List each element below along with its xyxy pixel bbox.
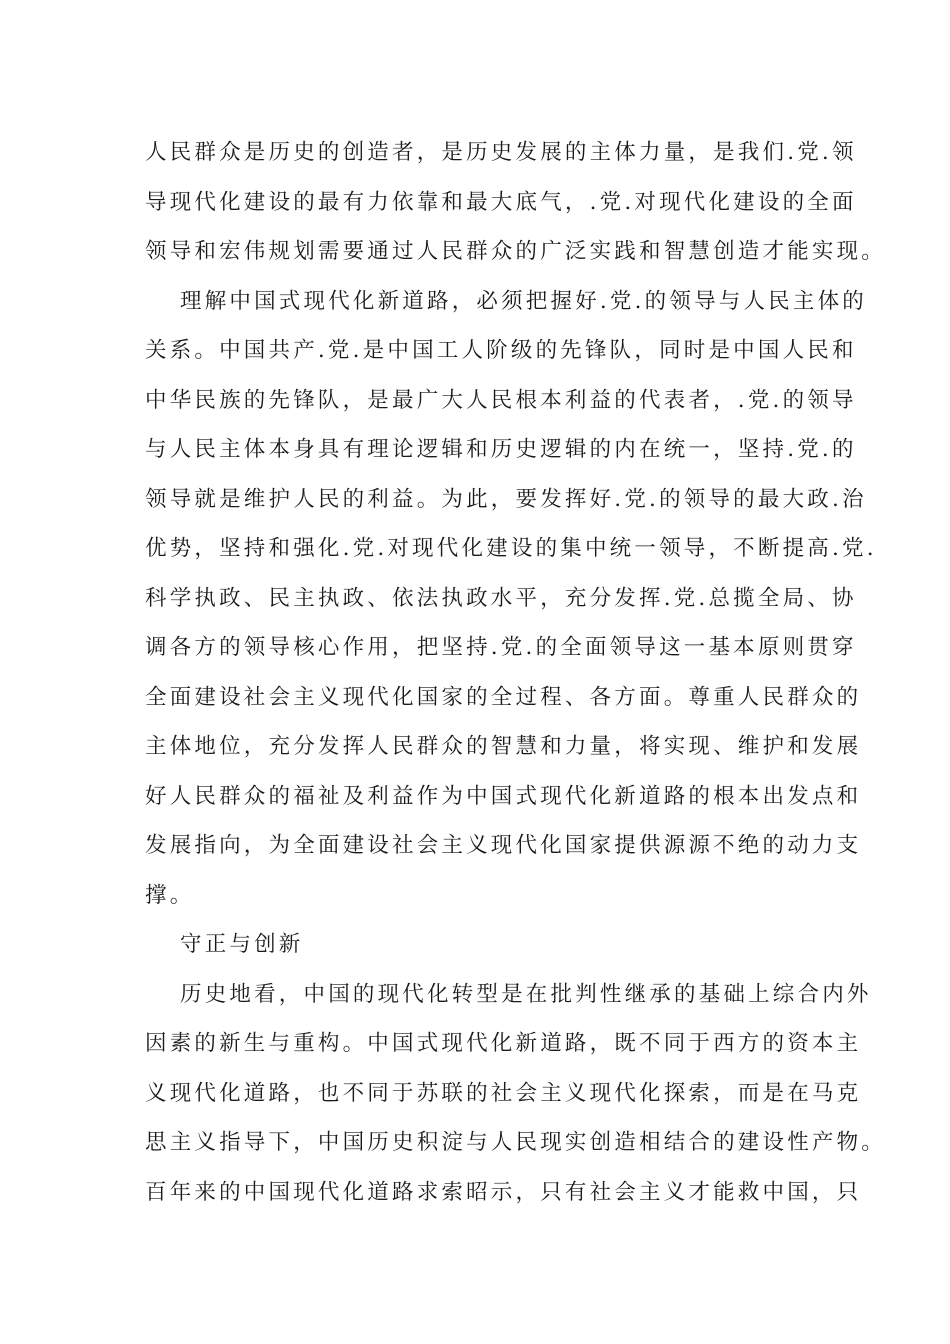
text-line: 义现代化道路，也不同于苏联的社会主义现代化探索，而是在马克 — [145, 1080, 862, 1106]
paragraph-3 — [145, 970, 887, 1218]
text-line: 与人民主体本身具有理论逻辑和历史逻辑的内在统一，坚持.党.的 — [145, 437, 857, 462]
text-line: 领导和宏伟规划需要通过人民群众的广泛实践和智慧创造才能实现。 — [145, 239, 887, 264]
text-line: 撑。 — [145, 882, 195, 908]
text-line: 发展指向，为全面建设社会主义现代化国家提供源源不绝的动力支 — [145, 833, 862, 858]
text-line: 调各方的领导核心作用，把坚持.党.的全面领导这一基本原则贯穿 — [145, 635, 857, 660]
text-line: 中华民族的先锋队，是最广大人民根本利益的代表者，.党.的领导 — [145, 387, 857, 413]
text-line: 思主义指导下，中国历史积淀与人民现实创造相结合的建设性产物。 — [145, 1130, 887, 1155]
text-line: 导现代化建设的最有力依靠和最大底气，.党.对现代化建设的全面 — [145, 189, 857, 215]
text-line: 百年来的中国现代化道路求索昭示，只有社会主义才能救中国，只 — [145, 1179, 862, 1205]
text-line: 优势，坚持和强化.党.对现代化建设的集中统一领导，不断提高.党. — [145, 536, 877, 561]
text-line: 因素的新生与重构。中国式现代化新道路，既不同于西方的资本主 — [145, 1031, 862, 1056]
text-line: 科学执政、民主执政、依法执政水平，充分发挥.党.总揽全局、协 — [145, 585, 857, 611]
body-text — [145, 128, 887, 1217]
text-line: 全面建设社会主义现代化国家的全过程、各方面。尊重人民群众的 — [145, 684, 862, 710]
text-line: 历史地看，中国的现代化转型是在批判性继承的基础上综合内外 — [180, 981, 872, 1007]
text-line: 好人民群众的福祉及利益作为中国式现代化新道路的根本出发点和 — [145, 783, 862, 809]
text-line: 关系。中国共产.党.是中国工人阶级的先锋队，同时是中国人民和 — [145, 338, 857, 363]
text-line: 人民群众是历史的创造者，是历史发展的主体力量，是我们.党.领 — [145, 140, 857, 165]
section-heading: 守正与创新 — [180, 932, 304, 957]
text-line: 领导就是维护人民的利益。为此，要发挥好.党.的领导的最大政.治 — [145, 486, 867, 512]
paragraph-1 — [145, 128, 887, 277]
text-line: 主体地位，充分发挥人民群众的智慧和力量，将实现、维护和发展 — [145, 734, 862, 759]
paragraph-2 — [145, 277, 877, 921]
text-line: 理解中国式现代化新道路，必须把握好.党.的领导与人民主体的 — [180, 288, 867, 314]
